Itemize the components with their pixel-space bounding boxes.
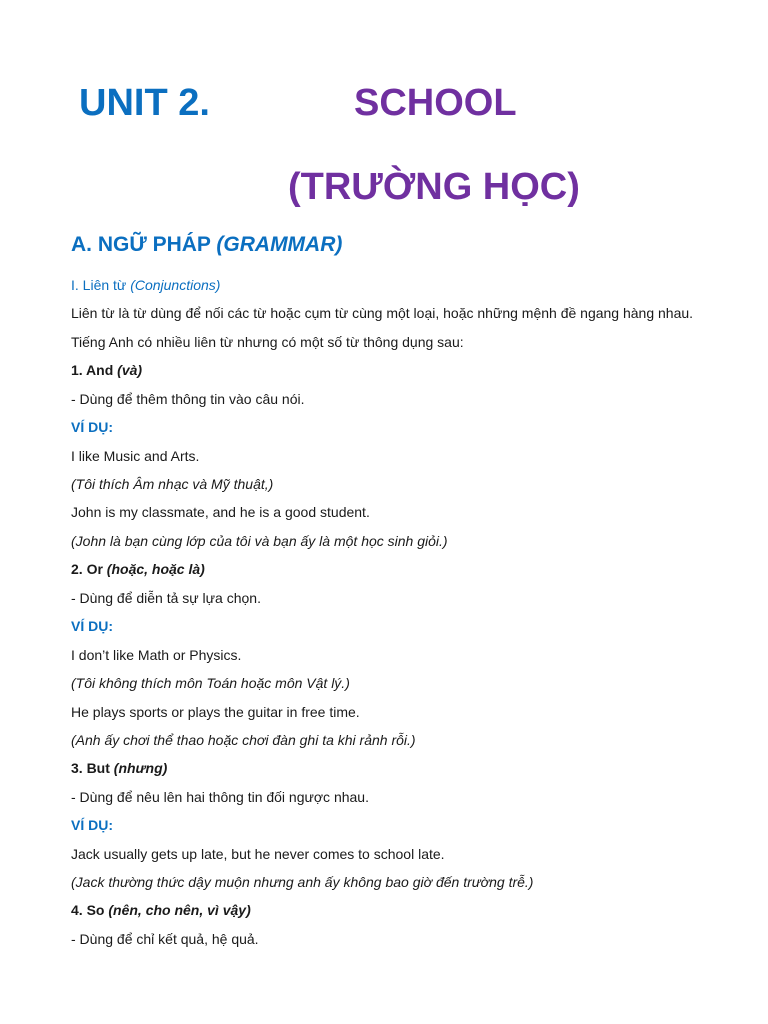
example-label-or: VÍ DỤ: (71, 618, 113, 634)
conjunction-but-heading (71, 758, 167, 778)
conjunction-and-meaning: (và) (117, 362, 143, 378)
subsection-i-heading (71, 275, 220, 295)
subsection-i-label: I. Liên từ (71, 277, 127, 293)
section-a-heading (71, 230, 342, 260)
or-example-2: He plays sports or plays the guitar in free time. (71, 704, 360, 720)
or-example-2-translation: (Anh ấy chơi thể thao hoặc chơi đàn ghi ta khi rảnh rỗi.) (71, 732, 416, 748)
conjunction-so-heading (71, 900, 251, 920)
unit-title: SCHOOL (354, 82, 517, 124)
but-example-1-translation: (Jack thường thức dậy muộn nhưng anh ấy không bao giờ đến trường trễ.) (71, 874, 534, 890)
conjunction-or-meaning: (hoặc, hoặc là) (106, 561, 205, 577)
conjunction-or-heading (71, 559, 205, 579)
unit-title-vietnamese: (TRƯỜNG HỌC) (288, 166, 580, 208)
unit-number: UNIT 2. (79, 82, 210, 124)
conjunction-and-term: 1. And (71, 362, 114, 378)
conjunction-but-meaning: (nhưng) (113, 760, 168, 776)
or-example-1: I don’t like Math or Physics. (71, 647, 242, 663)
example-label-but: VÍ DỤ: (71, 817, 113, 833)
and-example-2: John is my classmate, and he is a good student. (71, 504, 370, 520)
conjunction-so-term: 4. So (71, 902, 105, 918)
and-example-1-translation: (Tôi thích Âm nhạc và Mỹ thuật,) (71, 476, 274, 492)
conjunction-or-term: 2. Or (71, 561, 103, 577)
conjunction-and-usage: - Dùng để thêm thông tin vào câu nói. (71, 391, 305, 407)
and-example-1: I like Music and Arts. (71, 448, 200, 464)
subsection-i-label-en: (Conjunctions) (130, 277, 221, 293)
conjunction-and-heading (71, 360, 142, 380)
section-a-label-en: (GRAMMAR) (216, 233, 343, 256)
and-example-2-translation: (John là bạn cùng lớp của tôi và bạn ấy là một học sinh giỏi.) (71, 533, 448, 549)
intro-paragraph-1: Liên từ là từ dùng để nối các từ hoặc cụm từ cùng một loại, hoặc những mệnh đề ngang hàng nhau. (71, 305, 694, 321)
intro-paragraph-2: Tiếng Anh có nhiều liên từ nhưng có một số từ thông dụng sau: (71, 334, 464, 350)
but-example-1: Jack usually gets up late, but he never comes to school late. (71, 846, 445, 862)
conjunction-but-usage: - Dùng để nêu lên hai thông tin đối ngược nhau. (71, 789, 369, 805)
conjunction-so-usage: - Dùng để chỉ kết quả, hệ quả. (71, 931, 259, 947)
conjunction-but-term: 3. But (71, 760, 110, 776)
example-label-and: VÍ DỤ: (71, 419, 113, 435)
section-a-label: A. NGỮ PHÁP (71, 233, 211, 256)
or-example-1-translation: (Tôi không thích môn Toán hoặc môn Vật lý.) (71, 675, 350, 691)
conjunction-so-meaning: (nên, cho nên, vì vậy) (108, 902, 251, 918)
conjunction-or-usage: - Dùng để diễn tả sự lựa chọn. (71, 590, 261, 606)
